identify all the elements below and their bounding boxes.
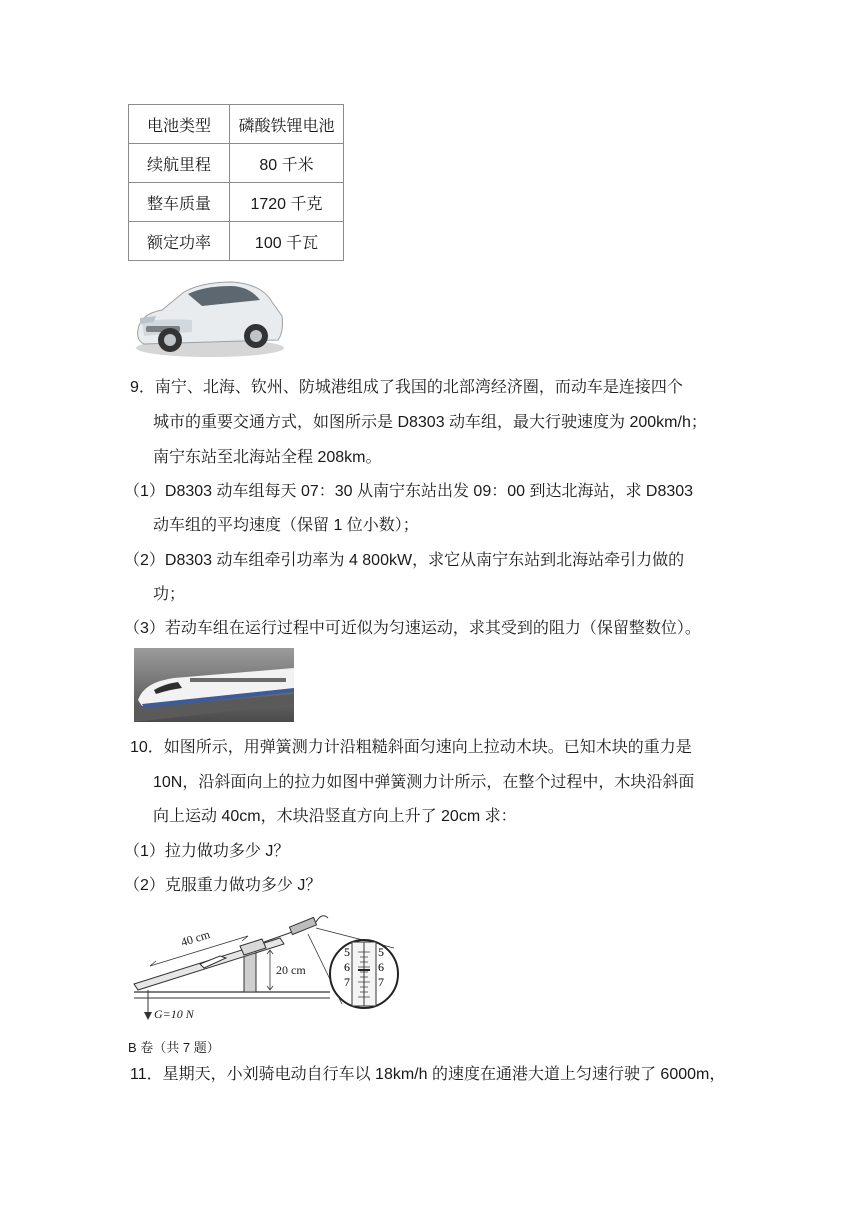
height-label: 20 cm [276, 963, 306, 977]
q9-line: （3）若动车组在运行过程中可近似为匀速运动，求其受到的阻力（保留整数位）。 [124, 620, 701, 637]
table-key: 整车质量 [129, 183, 230, 222]
q10-line: 10N，沿斜面向上的拉力如图中弹簧测力计所示，在整个过程中，木块沿斜面 [153, 774, 695, 791]
q9-line: 南宁东站至北海站全程 208km。 [153, 449, 382, 466]
table-row [129, 144, 344, 183]
table-key: 电池类型 [129, 105, 230, 144]
table-value: 1720 千克 [230, 183, 344, 222]
table-value: 100 千瓦 [230, 222, 344, 261]
table-value: 磷酸铁锂电池 [230, 105, 344, 144]
section-heading: B 卷（共 7 题） [128, 1040, 220, 1055]
scale-tick-6: 6 [344, 960, 350, 974]
table-value: 80 千米 [230, 144, 344, 183]
train-icon [134, 648, 294, 722]
scale-tick-5-right: 5 [378, 945, 384, 959]
q10-line: 向上运动 40cm，木块沿竖直方向上升了 20cm 求： [153, 808, 517, 825]
q9-line: 9．南宁、北海、钦州、防城港组成了我国的北部湾经济圈，而动车是连接四个 [130, 379, 683, 396]
scale-tick-5: 5 [344, 945, 350, 959]
incline-figure [130, 908, 410, 1028]
q9-line: 动车组的平均速度（保留 1 位小数）； [153, 517, 419, 534]
q9-line: （1）D8303 动车组每天 07：30 从南宁东站出发 09：00 到达北海站，求 D8303 [124, 483, 694, 500]
train-photo [134, 648, 294, 722]
table-row [129, 105, 344, 144]
spec-table [128, 104, 344, 261]
q11-line: 11．星期天，小刘骑电动自行车以 18km/h 的速度在通港大道上匀速行驶了 6000m， [130, 1066, 726, 1083]
scale-tick-7-right: 7 [378, 975, 384, 989]
q9-line: 城市的重要交通方式，如图所示是 D8303 动车组，最大行驶速度为 200km/h； [153, 414, 707, 431]
q9-line: 功； [153, 586, 186, 603]
table-row [129, 222, 344, 261]
table-row [129, 183, 344, 222]
q9-line: （2）D8303 动车组牵引功率为 4 800kW，求它从南宁东站到北海站牵引力做的 [124, 552, 685, 569]
scale-tick-7: 7 [344, 975, 350, 989]
q10-line: 10．如图所示，用弹簧测力计沿粗糙斜面匀速向上拉动木块。已知木块的重力是 [130, 739, 692, 756]
car-icon [132, 270, 286, 360]
gravity-label: G=10 N [154, 1007, 194, 1021]
slope-length-label: 40 cm [179, 927, 212, 950]
scale-tick-6-right: 6 [378, 960, 384, 974]
table-key: 续航里程 [129, 144, 230, 183]
q10-line: （1）拉力做功多少 J？ [124, 843, 290, 860]
incline-diagram [130, 908, 410, 1028]
car-photo [132, 270, 286, 360]
q10-line: （2）克服重力做功多少 J？ [124, 877, 322, 894]
table-key: 额定功率 [129, 222, 230, 261]
